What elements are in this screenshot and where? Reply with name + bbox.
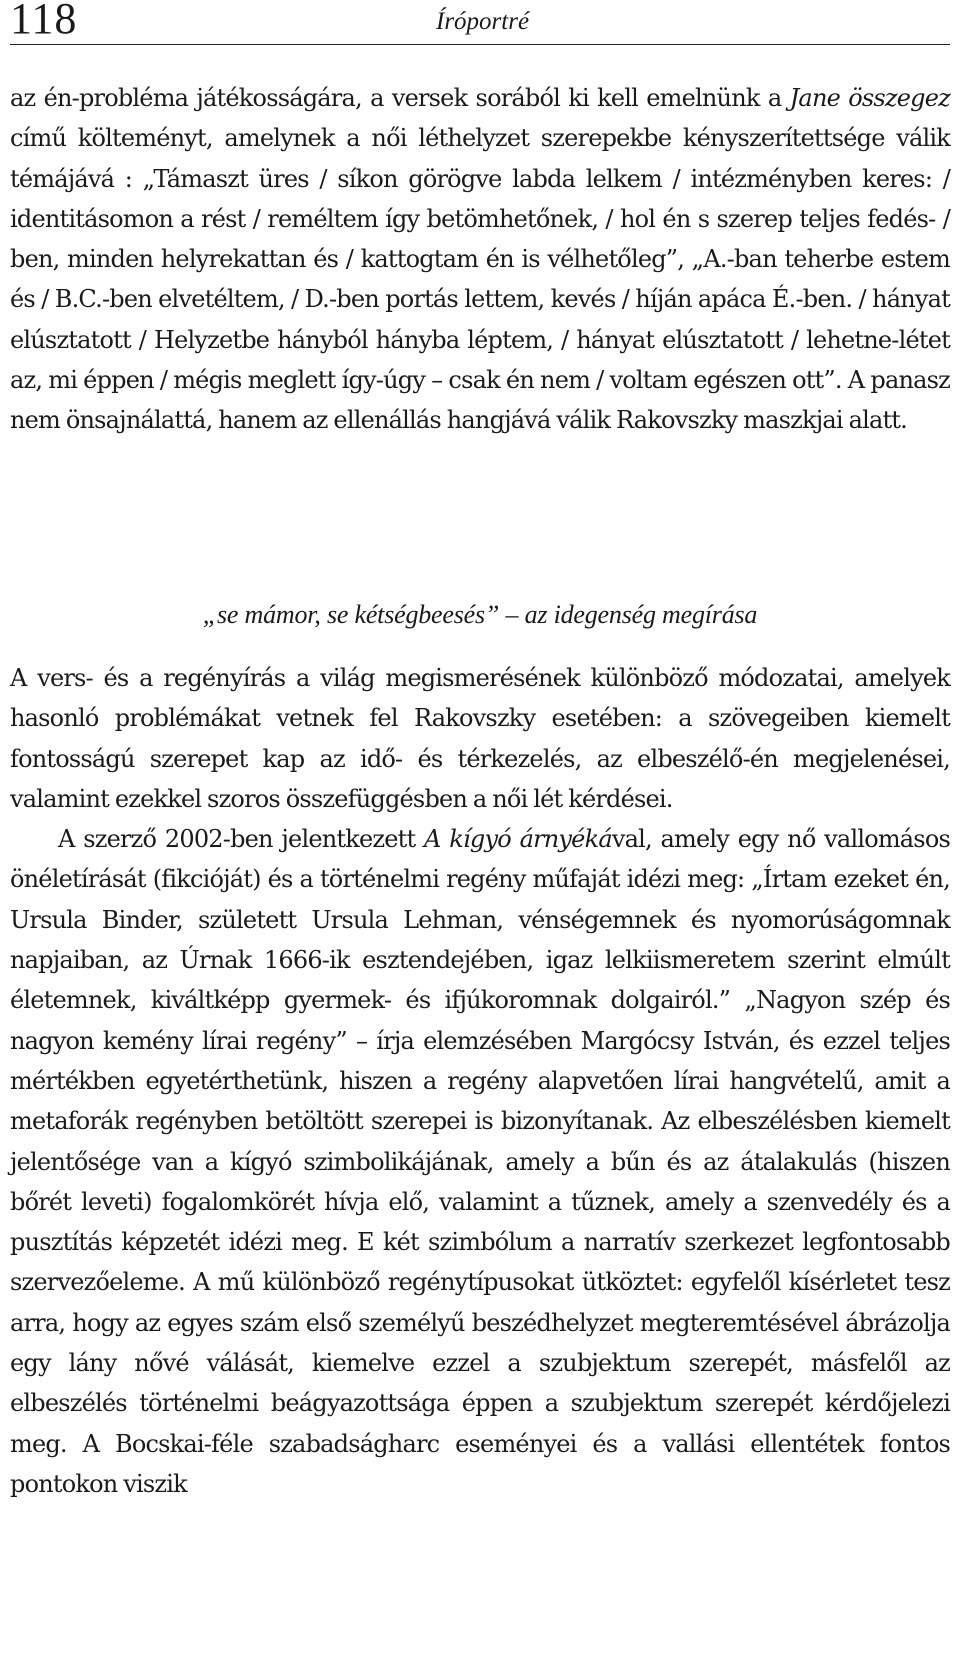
running-head	[10, 0, 950, 45]
page-number: 118	[10, 0, 78, 43]
paragraph-3-text-a: A szerző 2002-ben jelentkezett	[58, 825, 425, 854]
paragraph-2: A vers- és a regényírás a világ megismerésének különböző módozatai, amelyek hasonló problémákat vetnek fel Rakovszky esetében: a szövegeiben kiemelt fontosságú szerepet kap az idő- és térkezelés, az elbeszélő-én megjelenései, valamint ezekkel szoros összefüggésben a női lét kérdései.	[10, 664, 950, 813]
paragraph-1-text-a: az én-probléma játékosságára, a versek sorából ki kell emelnünk a	[10, 84, 790, 112]
paragraph-1-text-b: című költeményt, amelynek a női léthelyzet szerepekbe kényszerítettsége válik témájává : „Támaszt üres / síkon görögve labda lelkem / intézményben keres: / identitásomon a rést / reméltem így betömhetőnek, / hol én s szerep teljes fedés- / ben, minden helyrekattan és / kattogtam én is vélhetőleg”, „A.-ban teherbe estem és / B.C.-ben elvetéltem, / D.-ben portás lettem, kevés / híján apáca É.-ben. / hányat elúsztatott / Helyzetbe hányból hányba léptem, / hányat elúsztatott / lehetne-létet az, mi éppen / mégis meglett így-úgy – csak én nem / voltam egészen ott”. A panasz nem önsajnálattá, hanem az ellenállás hangjává válik Rakovszky maszkjai alatt.	[10, 124, 950, 435]
paragraph-1	[10, 78, 950, 441]
section-heading: „se mámor, se kétségbeesés” – az idegenség megírása	[202, 600, 758, 629]
body-text-top	[10, 78, 950, 441]
paragraph-3	[10, 819, 950, 1504]
paragraph-3-text-b: val, amely egy nő vallomásos önéletírását (fikcióját) és a történelmi regény műfaját idézi meg: „Írtam ezeket én, Ursula Binder, született Ursula Lehman, vénségemnek és nyomorúságomnak napjaiban, az Úrnak 1666-ik esztendejében, igaz lelkiismeretem szerint elmúlt életemnek, kiváltképp gyermek- és ifjúkoromnak dolgairól.” „Nagyon szép és nagyon kemény lírai regény” – írja elemzésében Margócsy István, és ezzel teljes mértékben egyetérthetünk, hiszen a regény alapvetően lírai hangvételű, amit a metaforák regényben betöltött szerepei is bizonyítanak. Az elbeszélésben kiemelt jelentősége van a kígyó szimbolikájának, amely a bűn és az átalakulás (hiszen bőrét leveti) fogalomkörét hívja elő, valamint a tűznek, amely a szenvedély és a pusztítás képzetét idézi meg. E két szimbólum a narratív szerkezet legfontosabb szervezőeleme. A mű különböző regénytípusokat ütköztet: egyfelől kísérletet tesz arra, hogy az egyes szám első személyű beszédhelyzet megteremtésével ábrázolja egy lány nővé válását, kiemelve ezzel a szubjektum szerepét, másfelől az elbeszélés történelmi beágyazottsága éppen a szubjektum szerepét kérdőjelezi meg. A Bocskai-féle szabadságharc eseményei és a vallási ellentétek fontos pontokon viszik	[10, 825, 950, 1498]
running-title: Íróportré	[436, 8, 530, 35]
poem-title: Jane összegez	[789, 84, 950, 112]
body-text-bottom	[10, 658, 950, 1504]
novel-title: A kígyó árnyéká	[424, 825, 612, 854]
